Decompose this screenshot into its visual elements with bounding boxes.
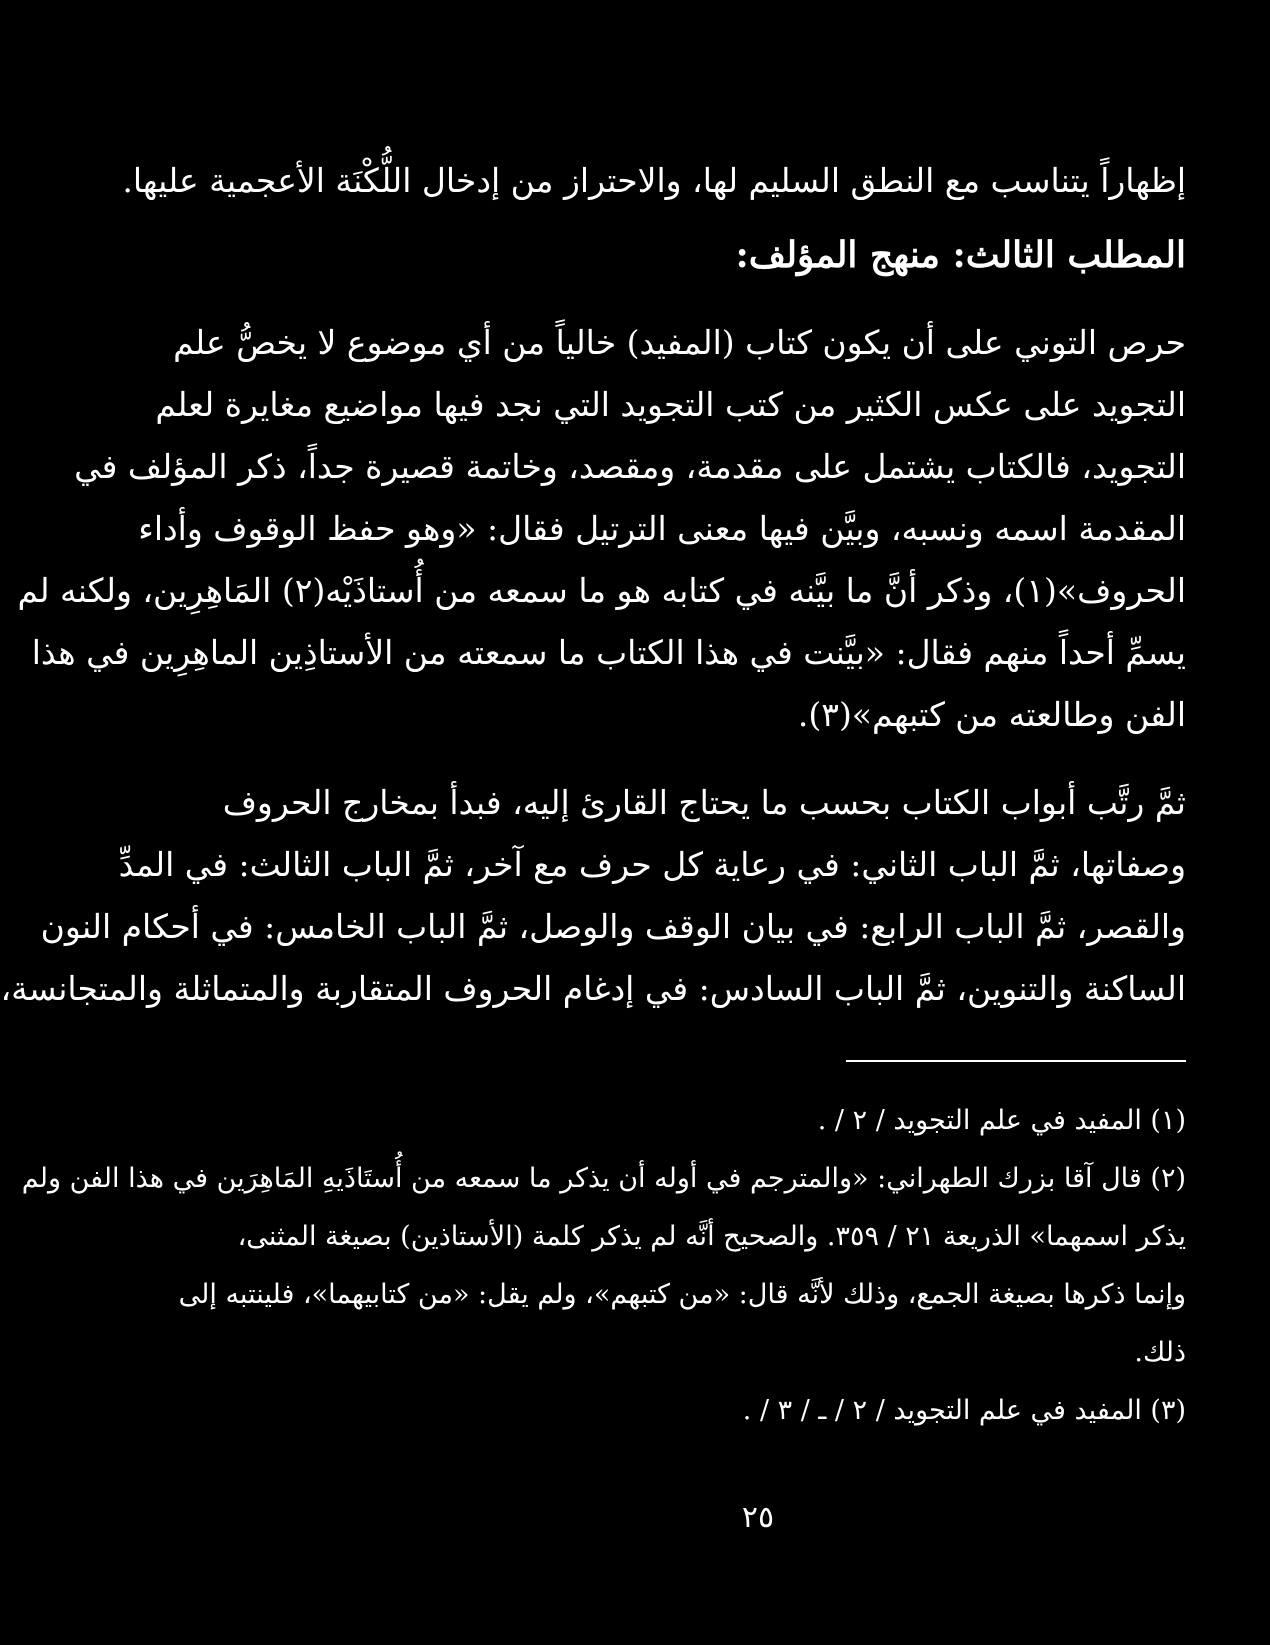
paragraph-spacer	[326, 746, 1186, 772]
footnote-line: (١) المفيد في علم التجويد / ٢ / .	[817, 1105, 1186, 1136]
footnotes	[21, 1092, 1186, 1440]
footnote-line: وإنما ذكرها بصيغة الجمع، وذلك لأنَّه قال: «من كتبهم»، ولم يقل: «من كتابيهما»، فلينتبه إلى	[178, 1279, 1186, 1310]
paragraph-line: والقصر، ثمَّ الباب الرابع: في بيان الوقف والوصل، ثمَّ الباب الخامس: في أحكام النون	[40, 907, 1186, 946]
paragraph-line: الساكنة والتنوين، ثمَّ الباب السادس: في إدغام الحروف المتقاربة والمتماثلة والمتجانسة،	[0, 969, 1186, 1008]
footnote-divider	[846, 1060, 1186, 1062]
footnote-line: ذلك.	[1134, 1337, 1186, 1368]
opening-line: إظهاراً يتناسب مع النطق السليم لها، والاحتراز من إدخال اللُّكْنَة الأعجمية عليها.	[122, 161, 1186, 200]
paragraph-line: وصفاتها، ثمَّ الباب الثاني: في رعاية كل حرف مع آخر، ثمَّ الباب الثالث: في المدِّ	[118, 845, 1186, 884]
paragraph-line: الفن وطالعته من كتبهم»(٣).	[797, 695, 1186, 734]
footnote-line: (٣) المفيد في علم التجويد / ٢ / ـ / ٣ / .	[742, 1395, 1186, 1426]
paragraph-line: الحروف»(١)، وذكر أنَّ ما بيَّنه في كتابه هو ما سمعه من أُستاذَيْه(٢) المَاهِرِين، ولكنه لم	[17, 571, 1186, 610]
paragraph-line: التجويد، فالكتاب يشتمل على مقدمة، ومقصد، وخاتمة قصيرة جداً، ذكر المؤلف في	[74, 447, 1186, 486]
paragraph-line: يسمِّ أحداً منهم فقال: «بيَّنت في هذا الكتاب ما سمعته من الأستاذِين الماهِرِين في هذا	[31, 633, 1186, 672]
section-heading: المطلب الثالث: منهج المؤلف:	[735, 234, 1186, 276]
page-number: ٢٥	[741, 1500, 775, 1535]
paragraph-line: ثمَّ رتَّب أبواب الكتاب بحسب ما يحتاج القارئ إليه، فبدأ بمخارج الحروف	[222, 783, 1186, 822]
paragraph-chapters	[0, 772, 1186, 1020]
footnote-line: يذكر اسمهما» الذريعة ٢١ / ٣٥٩. والصحيح أنَّه لم يذكر كلمة (الأستاذين) بصيغة المثنى،	[237, 1221, 1186, 1252]
paragraph-intro	[17, 312, 1186, 746]
document-page	[0, 150, 1186, 1440]
footnote-line: (٢) قال آقا بزرك الطهراني: «والمترجم في أوله أن يذكر ما سمعه من أُستَاذَيهِ المَاهِرَين في هذا الفن ولم	[21, 1163, 1186, 1194]
paragraph-line: التجويد على عكس الكثير من كتب التجويد التي نجد فيها مواضيع مغايرة لعلم	[155, 385, 1186, 424]
paragraph-line: المقدمة اسمه ونسبه، وبيَّن فيها معنى الترتيل فقال: «وهو حفظ الوقوف وأداء	[138, 509, 1186, 548]
paragraph-line: حرص التوني على أن يكون كتاب (المفيد) خالياً من أي موضوع لا يخصُّ علم	[173, 323, 1186, 362]
